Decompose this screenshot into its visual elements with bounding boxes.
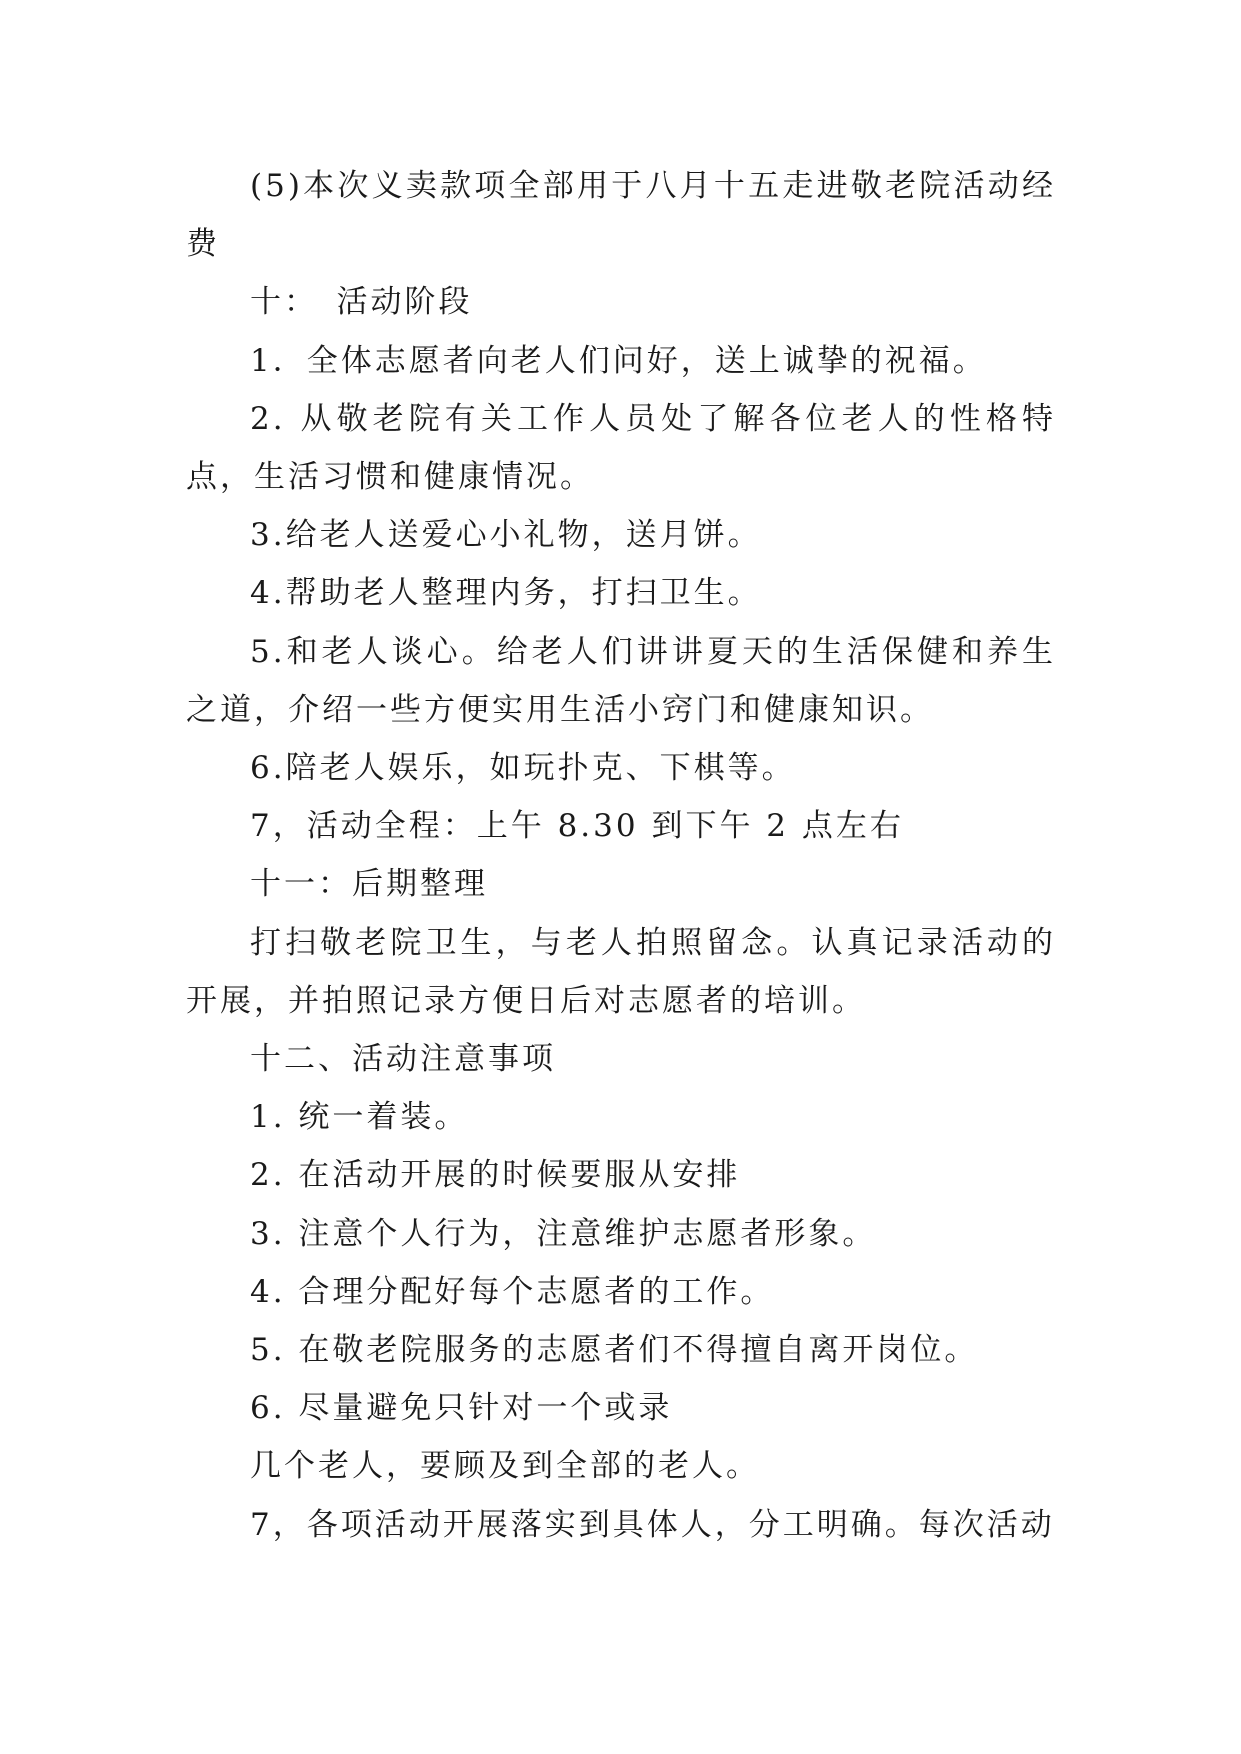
paragraph-precaution-6-continued: 几个老人，要顾及到全部的老人。 [250, 1448, 760, 1485]
paragraph-precaution-3: 3. 注意个人行为，注意维护志愿者形象。 [250, 1215, 877, 1252]
heading-precautions: 十二、活动注意事项 [250, 1041, 556, 1078]
paragraph-precaution-2: 2. 在活动开展的时候要服从安排 [250, 1157, 741, 1194]
paragraph-stage-6: 6.陪老人娱乐，如玩扑克、下棋等。 [250, 750, 796, 787]
paragraph-stage-2: 2. 从敬老院有关工作人员处了解各位老人的性格特点，生活习惯和健康情况。 [186, 400, 1056, 496]
paragraph-stage-1: 1．全体志愿者向老人们问好，送上诚挚的祝福。 [250, 342, 987, 379]
paragraph-donation-usage: (5)本次义卖款项全部用于八月十五走进敬老院活动经费 [186, 168, 1056, 263]
paragraph-precaution-7: 7，各项活动开展落实到具体人，分工明确。每次活动 [250, 1506, 1055, 1543]
document-body [186, 157, 1056, 1554]
paragraph-post-processing: 打扫敬老院卫生，与老人拍照留念。认真记录活动的开展，并拍照记录方便日后对志愿者的培训。 [186, 924, 1056, 1019]
paragraph-precaution-1: 1. 统一着装。 [250, 1099, 469, 1136]
heading-post-processing: 十一：后期整理 [250, 866, 488, 903]
paragraph-precaution-6: 6. 尽量避免只针对一个或录 [250, 1390, 673, 1427]
paragraph-stage-7: 7，活动全程：上午 8.30 到下午 2 点左右 [250, 808, 904, 845]
paragraph-stage-4: 4.帮助老人整理内务，打扫卫生。 [250, 575, 762, 612]
heading-activity-stage: 十： 活动阶段 [250, 284, 473, 321]
paragraph-stage-5: 5.和老人谈心。给老人们讲讲夏天的生活保健和养生之道，介绍一些方便实用生活小窍门和健康知识。 [186, 633, 1056, 728]
paragraph-precaution-4: 4. 合理分配好每个志愿者的工作。 [250, 1273, 775, 1310]
paragraph-precaution-5: 5. 在敬老院服务的志愿者们不得擅自离开岗位。 [250, 1332, 979, 1369]
paragraph-stage-3: 3.给老人送爱心小礼物，送月饼。 [250, 517, 762, 554]
